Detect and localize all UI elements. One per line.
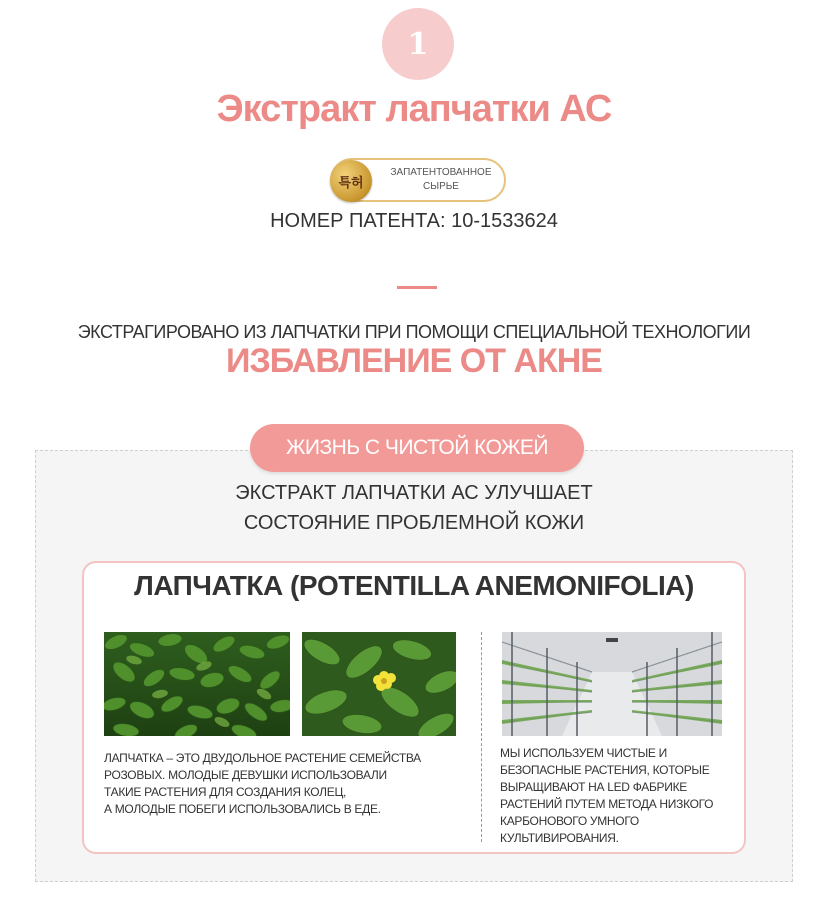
divider — [397, 286, 437, 289]
extraction-text: ЭКСТРАГИРОВАНО ИЗ ЛАПЧАТКИ ПРИ ПОМОЩИ СПЕЦИАЛЬНОЙ ТЕХНОЛОГИИ — [77, 322, 751, 342]
cultivation-description-line: КАРБОНОВОГО УМНОГО — [500, 814, 639, 828]
benefit-title: ИЗБАВЛЕНИЕ ОТ АКНЕ — [226, 342, 602, 380]
plant-card-title: ЛАПЧАТКА (POTENTILLA ANEMONIFOLIA) — [134, 570, 694, 601]
section-pill — [250, 424, 584, 472]
plant-description-line: А МОЛОДЫЕ ПОБЕГИ ИСПОЛЬЗОВАЛИСЬ В ЕДЕ. — [104, 802, 381, 816]
step-number: 1 — [407, 26, 429, 62]
plant-flower-photo — [302, 632, 456, 736]
section-pill-label: ЖИЗНЬ С ЧИСТОЙ КОЖЕЙ — [285, 436, 548, 459]
patent-medal-icon — [330, 160, 372, 202]
cultivation-description-line: ВЫРАЩИВАЮТ НА LED ФАБРИКЕ — [500, 780, 687, 794]
patent-badge-line2: СЫРЬЕ — [423, 181, 459, 192]
patent-badge-line1: ЗАПАТЕНТОВАННОЕ — [390, 167, 492, 178]
cultivation-description — [500, 745, 740, 847]
patent-number: НОМЕР ПАТЕНТА: 10-1533624 — [270, 210, 558, 232]
plant-description-line: ТАКИЕ РАСТЕНИЯ ДЛЯ СОЗДАНИЯ КОЛЕЦ, — [104, 785, 347, 799]
page-title: Экстракт лапчатки АС — [216, 88, 612, 130]
cultivation-description-line: БЕЗОПАСНЫЕ РАСТЕНИЯ, КОТОРЫЕ — [500, 763, 710, 777]
cultivation-description-line: МЫ ИСПОЛЬЗУЕМ ЧИСТЫЕ И — [500, 746, 667, 760]
improve-line1: ЭКСТРАКТ ЛАПЧАТКИ АС УЛУЧШАЕТ — [235, 482, 593, 504]
step-number-badge — [382, 8, 454, 80]
plant-description — [104, 750, 484, 818]
plant-leaves-photo — [104, 632, 290, 736]
patent-badge-text — [380, 166, 502, 194]
improve-line2: СОСТОЯНИЕ ПРОБЛЕМНОЙ КОЖИ — [243, 512, 585, 534]
plant-description-line: РОЗОВЫХ. МОЛОДЫЕ ДЕВУШКИ ИСПОЛЬЗОВАЛИ — [104, 768, 387, 782]
plant-description-line: ЛАПЧАТКА – ЭТО ДВУДОЛЬНОЕ РАСТЕНИЕ СЕМЕЙСТВА — [104, 751, 421, 765]
improve-text — [0, 478, 828, 538]
led-factory-photo — [502, 632, 722, 736]
patent-medal-text: 특허 — [338, 174, 364, 190]
cultivation-description-line: КУЛЬТИВИРОВАНИЯ. — [500, 831, 619, 845]
cultivation-description-line: РАСТЕНИЙ ПУТЕМ МЕТОДА НИЗКОГО — [500, 797, 714, 811]
